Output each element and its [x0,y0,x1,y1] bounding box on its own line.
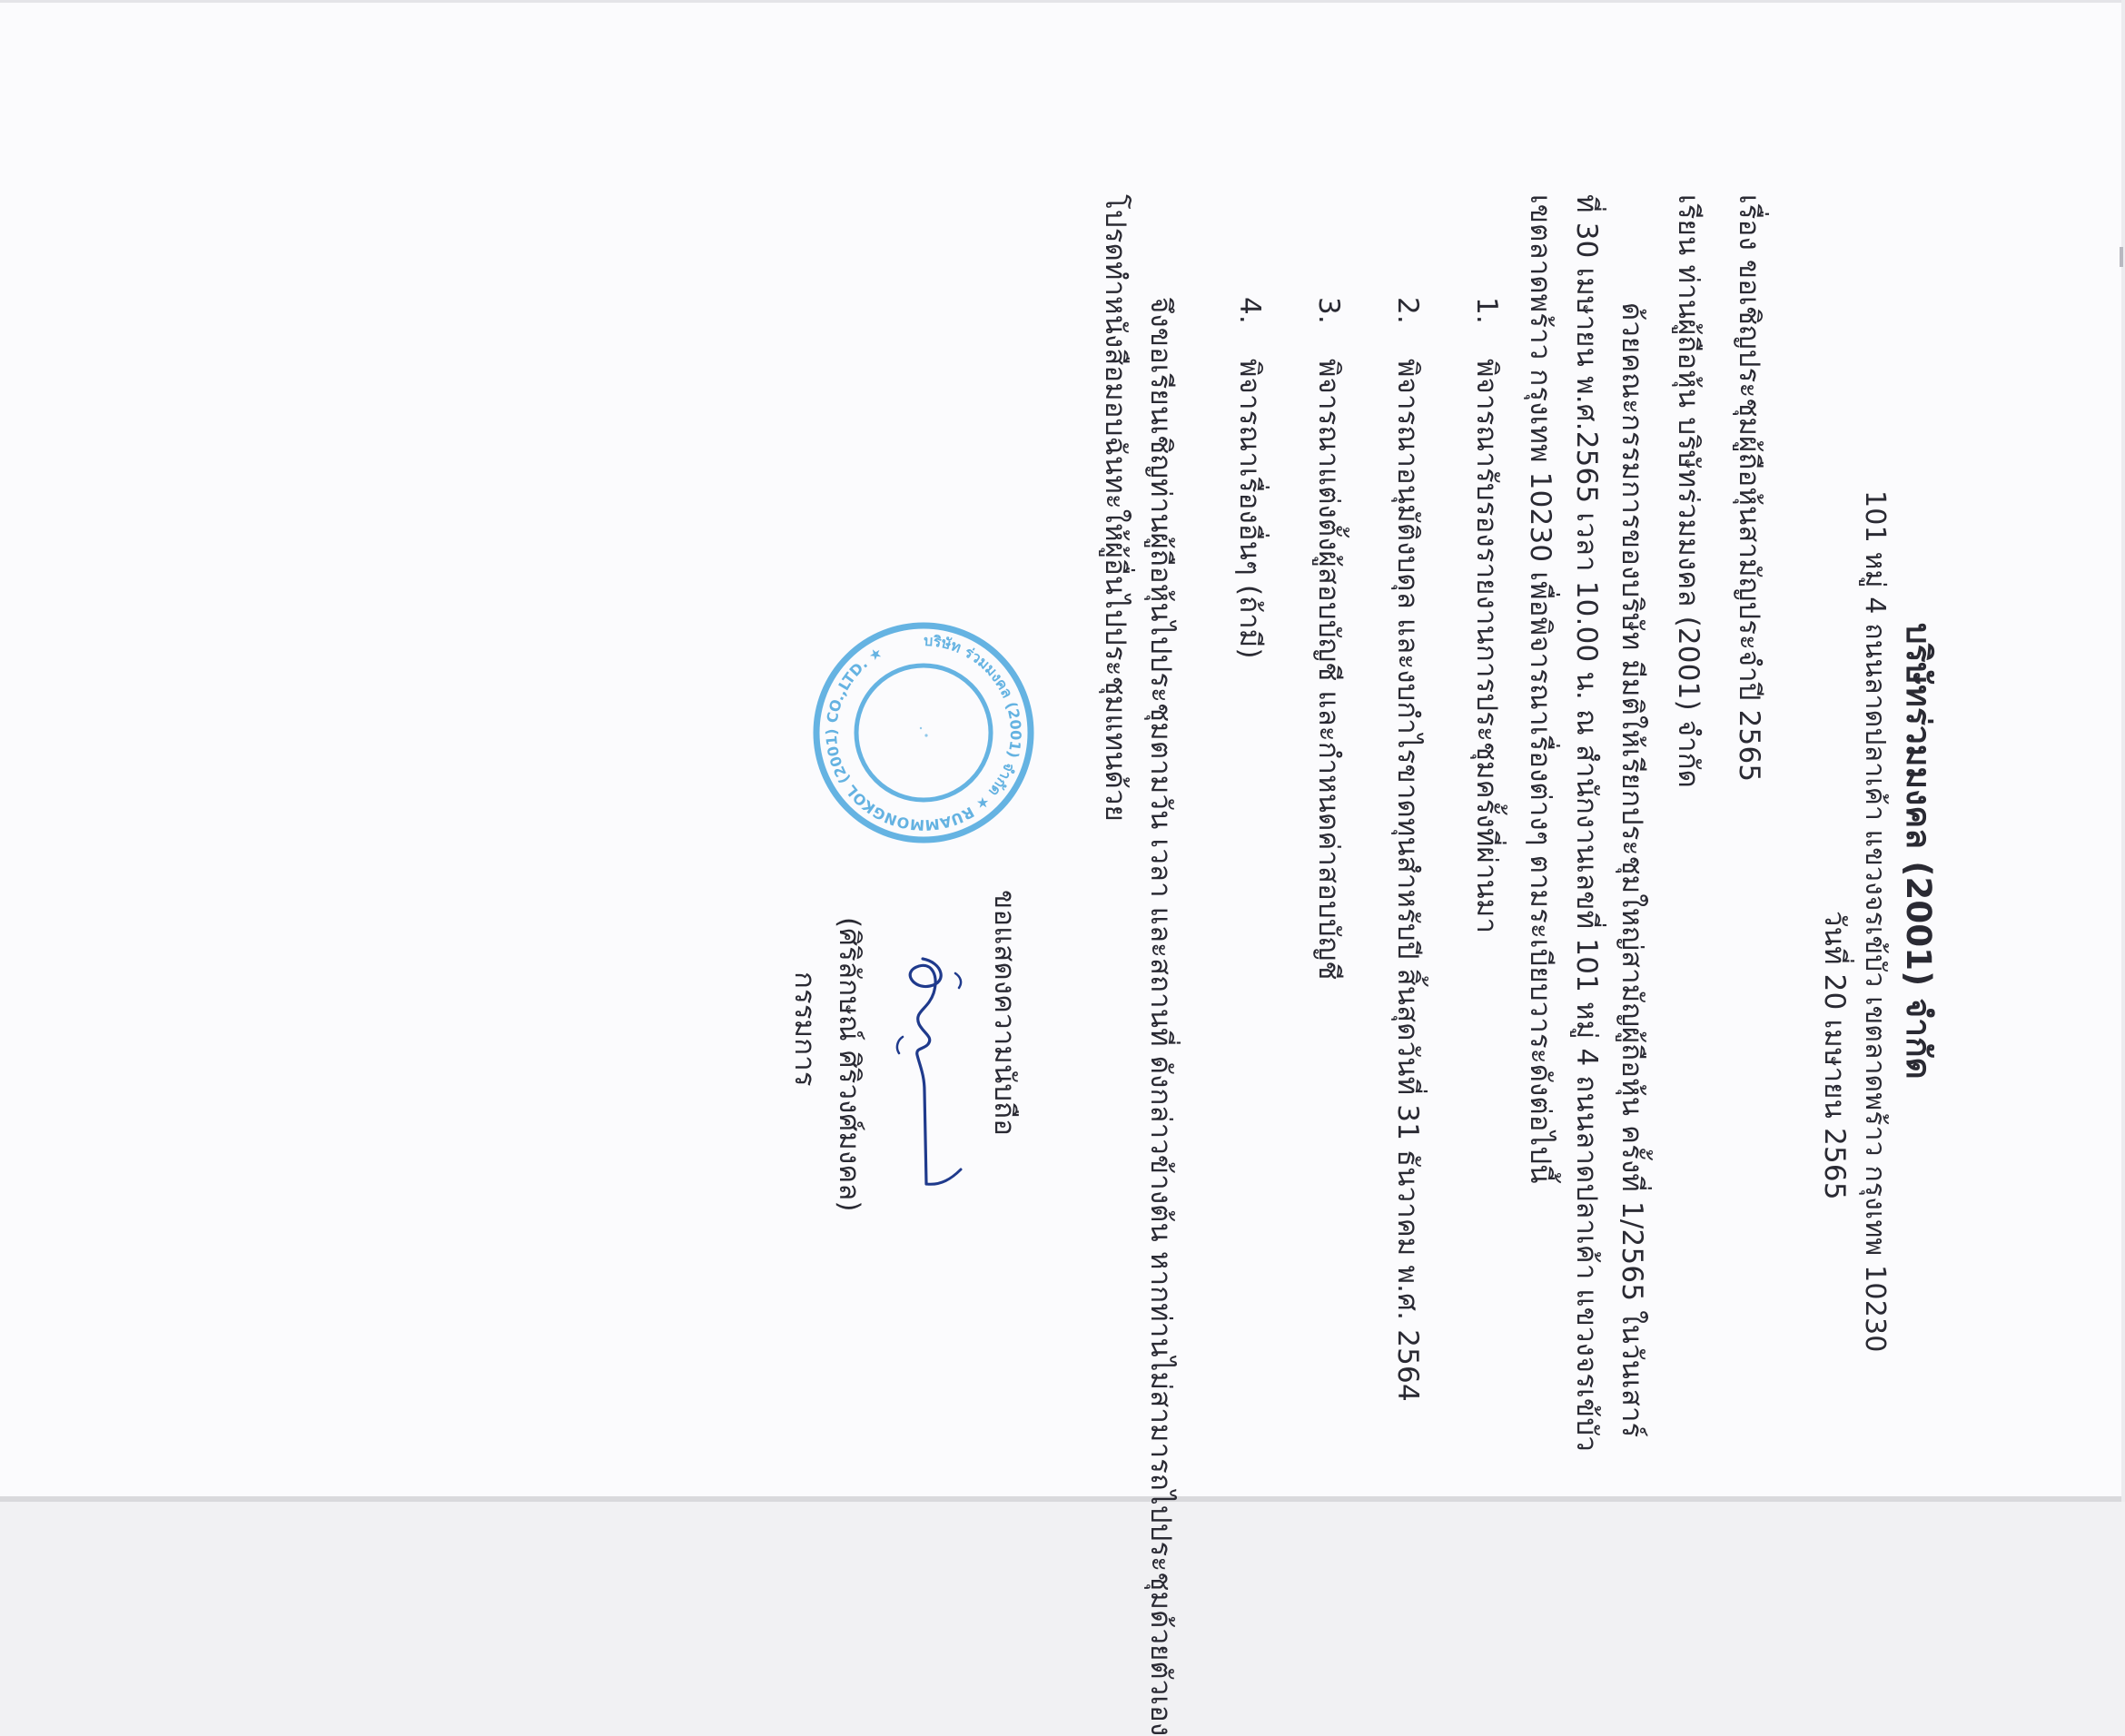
agenda-item [1310,297,1347,981]
recipient-line [1670,194,1706,788]
agenda-number: 2. [1391,297,1424,324]
subject-label: เรื่อง [1733,194,1765,251]
agenda-text: พิจารณารับรองรายงานการประชุมครั้งที่ผ่านมา [1470,359,1503,934]
recipient-text: ท่านผู้ถือหุ้น บริษัทร่วมมงคล (2001) จำกัด [1672,264,1705,788]
agenda-item [1231,297,1268,659]
company-seal-stamp [810,619,1037,846]
agenda-number: 3. [1312,297,1345,324]
letter-date: วันที่ 20 เมษายน 2565 [1818,911,1851,1200]
subject-text: ขอเชิญประชุมผู้ถือหุ้นสามัญประจำปี 2565 [1733,259,1765,783]
agenda-number: 4. [1233,297,1266,324]
agenda-item [1389,297,1426,1402]
recipient-label: เรียน [1672,194,1705,256]
body-line: ด้วยคณะกรรมการของบริษัท มีมติให้เรียกประชุมใหญ่สามัญผู้ถือหุ้น ครั้งที่ 1/2565 ในวันเสาร์ [1616,302,1648,1438]
subject-line [1731,194,1767,782]
signer-title: กรรมการ [788,972,821,1087]
closing-regards: ขอแสดงความนับถือ [988,890,1021,1137]
agenda-text: พิจารณาแต่งตั้งผู้สอบบัญชี และกำหนดค่าสอบบัญชี [1312,359,1345,981]
agenda-text: พิจารณาอนุมัติงบดุล และงบกำไรขาดทุนสำหรับปี สิ้นสุดวันที่ 31 ธันวาคม พ.ศ. 2564 [1391,359,1424,1402]
body-line: เขตลาดพร้าว กรุงเทพ 10230 เพื่อพิจารณาเรื่องต่างๆ ตามระเบียบวาระดังต่อไปนี้ [1524,194,1557,1184]
agenda-text: พิจารณาเรื่องอื่นๆ (ถ้ามี) [1233,359,1266,659]
company-name: บริษัทร่วมมงคล (2001) จำกัด [1899,623,1938,1080]
seal-text: บริษัท ร่วมมงคล (2001) จำกัด ★ RUAMMONGKOL (2001) CO.,LTD. ★ [822,631,1025,834]
agenda-number: 1. [1470,297,1503,324]
closing-line: โปรดทำหนังสือมอบฉันทะให้ผู้อื่นไปประชุมแทนด้วย [1099,194,1132,822]
body-line: ที่ 30 เมษายน พ.ศ.2565 เวลา 10.00 น. ณ สำนักงานเลขที่ 101 หมู่ 4 ถนนลาดปลาเค้า แขวงจรเข้บัว [1570,194,1603,1452]
company-address: 101 หมู่ 4 ถนนลาดปลาเค้า แขวงจรเข้บัว เขตลาดพร้าว กรุงเทพ 10230 [1859,490,1891,1353]
handwritten-signature [879,946,979,1191]
agenda-item [1468,297,1505,933]
signer-name: (ศิริลักษณ์ ศิริวงศ์มงคล) [833,917,865,1212]
closing-line: จึงขอเรียนเชิญท่านผู้ถือหุ้นไปประชุมตามวัน เวลา และสถานที่ ดังกล่าวข้างต้น หากท่านไม่สามารถไปประชุมด้วยตัวเอง [1144,297,1177,1736]
